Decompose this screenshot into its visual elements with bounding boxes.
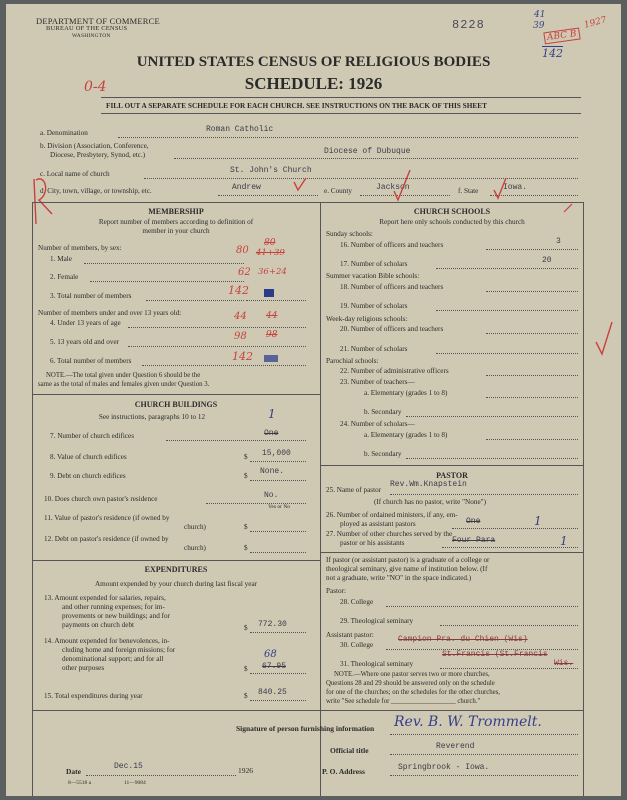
form-code-2: 11—9084 bbox=[124, 780, 146, 786]
page-title: UNITED STATES CENSUS OF RELIGIOUS BODIES bbox=[136, 54, 491, 70]
q13-line-1: 13. Amount expended for salaries, repairs, bbox=[44, 594, 166, 602]
edifices-value: One bbox=[264, 429, 279, 438]
po-address-value: Springbrook - Iowa. bbox=[398, 763, 490, 772]
denomination-label: a. Denomination bbox=[40, 129, 88, 137]
pastor-heading: PASTOR bbox=[436, 471, 468, 480]
q31-label: 31. Theological seminary bbox=[340, 660, 414, 668]
q14-line-4: other purposes bbox=[62, 664, 105, 672]
age-label: Number of members under and over 13 years old: bbox=[38, 309, 182, 317]
membership-note-2: same as the total of males and females given under Question 3. bbox=[38, 381, 210, 388]
value-edifices-value: 15,000 bbox=[262, 449, 291, 458]
q19-label: 19. Number of scholars bbox=[340, 302, 408, 310]
q27-value: Four Para bbox=[452, 536, 496, 545]
sunday-label: Sunday schools: bbox=[326, 230, 373, 238]
female-value: 62 bbox=[238, 267, 251, 278]
q24b-label: b. Secondary bbox=[364, 450, 402, 458]
schools-heading: CHURCH SCHOOLS bbox=[413, 207, 491, 216]
residence-value-label-1: 11. Value of pastor's residence (if owned by bbox=[44, 514, 170, 522]
q25-value: Rev.Wm.Knapstein bbox=[390, 480, 467, 489]
dollar-8: $ bbox=[244, 453, 248, 461]
city-label: WASHINGTON bbox=[72, 33, 111, 39]
buildings-sub: See instructions, paragraphs 10 to 12 bbox=[98, 413, 206, 421]
po-address-label: P. O. Address bbox=[322, 767, 365, 776]
over-13-value: 98 bbox=[234, 331, 247, 342]
residence-label: 10. Does church own pastor's residence bbox=[44, 495, 158, 503]
buildings-heading: CHURCH BUILDINGS bbox=[134, 400, 218, 409]
q23b-label: b. Secondary bbox=[364, 408, 402, 416]
corner-year-stamp: 1927 bbox=[583, 15, 608, 31]
yes-no-hint: Yes or No bbox=[268, 504, 291, 510]
residence-value: No. bbox=[264, 491, 279, 500]
dollar-15: $ bbox=[244, 692, 248, 700]
q26-line-1: 26. Number of ordained ministers, if any, em- bbox=[326, 511, 458, 519]
q15-label: 15. Total expenditures during year bbox=[44, 692, 143, 700]
signature-label: Signature of person furnishing information bbox=[236, 724, 375, 733]
male-alt: 80 bbox=[264, 238, 276, 248]
q18-label: 18. Number of officers and teachers bbox=[340, 283, 444, 291]
expenditures-sub: Amount expended by your church during last fiscal year bbox=[94, 580, 258, 588]
date-label: Date bbox=[66, 767, 81, 776]
official-title-label: Official title bbox=[330, 746, 369, 755]
grad-line-2: theological seminary, give name of institution below. (If bbox=[326, 565, 488, 573]
q22-label: 22. Number of administrative officers bbox=[340, 367, 449, 375]
q27-hand: 1 bbox=[560, 534, 568, 548]
dollar-13: $ bbox=[244, 624, 248, 632]
residence-value-label-2: church) bbox=[184, 523, 206, 531]
church-name-value: St. John's Church bbox=[230, 166, 312, 175]
membership-note-1: NOTE.—The total given under Question 6 should be the bbox=[46, 372, 201, 379]
male-label: 1. Male bbox=[50, 255, 72, 263]
city-field-label: d. City, town, village, or township, etc. bbox=[40, 187, 152, 195]
total-members-label: 3. Total number of members bbox=[50, 292, 132, 300]
q13-line-2: and other running expenses; for im- bbox=[62, 603, 165, 611]
q26-hand: 1 bbox=[534, 514, 542, 528]
membership-sub-1: Report number of members according to definition of bbox=[98, 218, 254, 226]
official-title-value: Reverend bbox=[436, 742, 475, 751]
county-label: e. County bbox=[324, 187, 352, 195]
expenditures-heading: EXPENDITURES bbox=[144, 565, 208, 574]
denomination-value: Roman Catholic bbox=[206, 125, 274, 134]
county-value: Jackson bbox=[376, 183, 410, 192]
q14-line-2: cluding home and foreign missions; for bbox=[62, 646, 176, 654]
blue-ink-mark bbox=[264, 289, 274, 297]
q27-line-2: pastor or his assistants bbox=[340, 539, 405, 547]
q17-value: 20 bbox=[542, 256, 552, 265]
q14-value: 67.95 bbox=[262, 662, 287, 671]
city-field-value: Andrew bbox=[232, 183, 261, 192]
debt-edifices-value: None. bbox=[260, 467, 285, 476]
bureau-label: BUREAU OF THE CENSUS bbox=[46, 25, 128, 32]
pastor-note-3: for one of the churches; on the schedules for the other churches, bbox=[326, 689, 501, 696]
state-value: Iowa. bbox=[503, 183, 528, 192]
q24a-label: a. Elementary (grades 1 to 8) bbox=[364, 431, 448, 439]
corner-note-41: 41 bbox=[534, 10, 546, 20]
debt-edifices-label: 9. Debt on church edifices bbox=[50, 472, 126, 480]
under-13-alt: 44 bbox=[266, 311, 278, 321]
pastor-note-1: NOTE.—Where one pastor serves two or more churches, bbox=[334, 671, 490, 678]
corner-note-39: 39 bbox=[533, 21, 545, 31]
over-13-alt: 98 bbox=[266, 330, 278, 340]
church-name-label: c. Local name of church bbox=[40, 170, 110, 178]
corner-note-142: 142 bbox=[542, 47, 563, 60]
division-label-2: Diocese, Presbytery, Synod, etc.) bbox=[50, 151, 146, 159]
edifices-label: 7. Number of church edifices bbox=[50, 432, 135, 440]
q13-line-4: payments on church debt bbox=[62, 621, 135, 629]
q28-label: 28. College bbox=[340, 598, 374, 606]
signature-value: Rev. B. W. Trommelt. bbox=[394, 714, 542, 730]
total-members-value: 142 bbox=[228, 284, 249, 297]
schools-sub: Report here only schools conducted by this church bbox=[379, 218, 525, 226]
q17-label: 17. Number of scholars bbox=[340, 260, 408, 268]
dollar-9: $ bbox=[244, 472, 248, 480]
q30-label: 30. College bbox=[340, 641, 374, 649]
q14-line-3: denominational support; and for all bbox=[62, 655, 164, 663]
residence-debt-label-2: church) bbox=[184, 544, 206, 552]
total-age-label: 6. Total number of members bbox=[50, 357, 132, 365]
q25-note: (If church has no pastor, write "None") bbox=[374, 498, 486, 506]
male-value: 80 bbox=[236, 245, 249, 256]
over-13-label: 5. 13 years old and over bbox=[50, 338, 120, 346]
q14-hand: 68 bbox=[264, 649, 277, 660]
by-sex-label: Number of members, by sex: bbox=[38, 244, 122, 252]
q21-label: 21. Number of scholars bbox=[340, 345, 408, 353]
state-label: f. State bbox=[458, 187, 479, 195]
assistant-label: Assistant pastor: bbox=[326, 631, 374, 639]
pastor-note-2: Questions 28 and 29 should be answered only on the schedule bbox=[326, 680, 495, 687]
hand-code: 0-4 bbox=[84, 79, 107, 95]
q27-line-1: 27. Number of other churches served by the bbox=[326, 530, 453, 538]
blue-ink-mark-2 bbox=[264, 355, 278, 362]
q16-label: 16. Number of officers and teachers bbox=[340, 241, 444, 249]
schedule-title: SCHEDULE: 1926 bbox=[244, 74, 383, 93]
parochial-label: Parochial schools: bbox=[326, 357, 379, 365]
q26-value: One bbox=[466, 517, 481, 526]
q31-value-2: Wis. bbox=[554, 659, 574, 668]
dollar-11: $ bbox=[244, 523, 248, 531]
grad-line-1: If pastor (or assistant pastor) is a graduate of a college or bbox=[326, 556, 490, 564]
female-label: 2. Female bbox=[50, 273, 79, 281]
grad-line-3: not a graduate, write "NO" in the space indicated.) bbox=[326, 574, 472, 582]
pastor-note-4: write "See schedule for ___________________ church." bbox=[326, 698, 481, 705]
date-value: Dec.15 bbox=[114, 762, 143, 771]
membership-sub-2: member in your church bbox=[142, 227, 210, 235]
instructions-line: FILL OUT A SEPARATE SCHEDULE FOR EACH CHURCH. SEE INSTRUCTIONS ON THE BACK OF THIS SHEET bbox=[106, 101, 488, 110]
membership-heading: MEMBERSHIP bbox=[148, 207, 204, 216]
q26-line-2: ployed as assistant pastors bbox=[340, 520, 416, 528]
q25-label: 25. Name of pastor bbox=[326, 486, 382, 494]
q23-label: 23. Number of teachers— bbox=[340, 378, 415, 386]
corner-abc-stamp: ABC B bbox=[543, 28, 580, 45]
q31-value: St.Francis (St.Francis bbox=[442, 650, 548, 659]
dollar-12: $ bbox=[244, 544, 248, 552]
division-label-1: b. Division (Association, Conference, bbox=[40, 142, 149, 150]
q15-value: 840.25 bbox=[258, 688, 287, 697]
female-alt: 36+24 bbox=[258, 267, 287, 277]
department-label: DEPARTMENT OF COMMERCE bbox=[36, 16, 160, 26]
q16-value: 3 bbox=[556, 237, 561, 246]
q23a-label: a. Elementary (grades 1 to 8) bbox=[364, 389, 448, 397]
summer-label: Summer vacation Bible schools: bbox=[326, 272, 420, 280]
form-number: 8228 bbox=[452, 18, 485, 32]
dollar-14: $ bbox=[244, 665, 248, 673]
form-code: 8—5518 a bbox=[68, 780, 92, 786]
q29-label: 29. Theological seminary bbox=[340, 617, 414, 625]
weekday-label: Week-day religious schools: bbox=[326, 315, 408, 323]
q13-line-3: provements or new buildings; and for bbox=[62, 612, 170, 620]
residence-debt-label-1: 12. Debt on pastor's residence (if owned by bbox=[44, 535, 169, 543]
q14-line-1: 14. Amount expended for benevolences, in- bbox=[44, 637, 170, 645]
q20-label: 20. Number of officers and teachers bbox=[340, 325, 444, 333]
edifices-hand: 1 bbox=[268, 407, 276, 421]
q24-label: 24. Number of scholars— bbox=[340, 420, 415, 428]
division-value: Diocese of Dubuque bbox=[324, 147, 411, 156]
pastor-sub-label: Pastor: bbox=[326, 587, 346, 595]
under-13-value: 44 bbox=[234, 311, 247, 322]
q13-value: 772.30 bbox=[258, 620, 287, 629]
date-year: 1926 bbox=[238, 766, 253, 775]
census-schedule-sheet bbox=[6, 4, 621, 796]
value-edifices-label: 8. Value of church edifices bbox=[50, 453, 127, 461]
q30-value: Campion Pra. du Chien (Wis) bbox=[398, 635, 528, 644]
under-13-label: 4. Under 13 years of age bbox=[50, 319, 121, 327]
total-age-value: 142 bbox=[232, 350, 253, 363]
male-alt-sum: 41+39 bbox=[256, 248, 285, 258]
